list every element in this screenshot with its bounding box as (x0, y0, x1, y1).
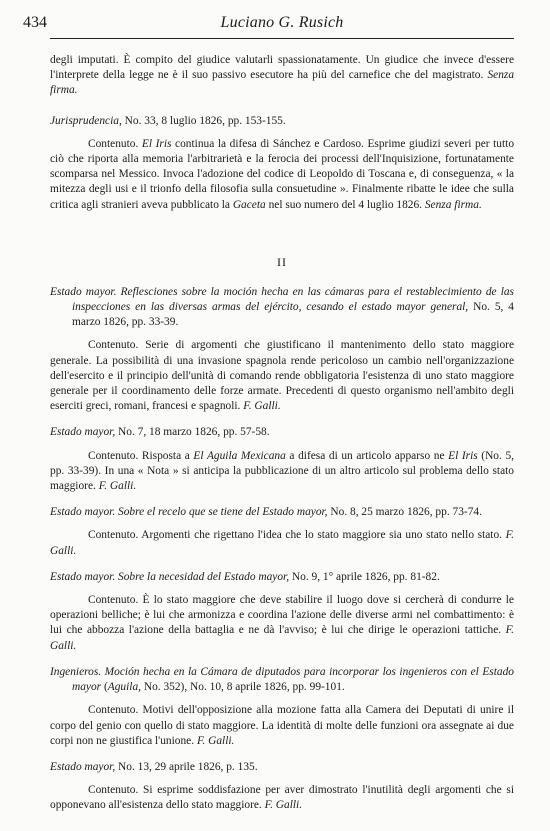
entry-body-2: Contenuto. Risposta a El Aguila Mexicana a difesa di un articolo apparso ne El Iris (No. 5, pp. 33-39). In una « Nota » si anticipa la pubblicazione di un altro articolo sul problema dello stato maggiore. F. Galli. (50, 449, 514, 493)
entry-body-6: Contenuto. Si esprime soddisfazione per aver dimostrato l'inutilità degli argomenti che si opponevano all'esistenza dello stato maggiore. F. Galli. (50, 784, 514, 812)
entry-heading-4: Estado mayor. Sobre la necesidad del Estado mayor, No. 9, 1° aprile 1826, pp. 81-82. (50, 570, 440, 583)
signature: F. Galli. (98, 480, 137, 493)
signature: F. Galli. (243, 400, 281, 413)
entry-heading-5: Ingenieros. Moción hecha en la Cámara de diputados para incorporar los ingenieros con el Estado mayor (Aguila, No. 352), No. 10, 8 aprile 1826, pp. 99-101. (50, 665, 514, 694)
section-numeral: II (277, 254, 287, 269)
signature: F. Galli. (264, 799, 303, 812)
entry-heading-1: Estado mayor. Reflesciones sobre la moción hecha en las cámaras para el restablecimiento de las inspecciones en las diversas armas del ejército, cesando el estado mayor general, No. 5, 4 marzo 1826, pp. 33-39. (50, 285, 514, 329)
signature: F. Galli. (50, 624, 514, 652)
entry-heading-6: Estado mayor, No. 13, 29 aprile 1826, p. 135. (50, 760, 258, 773)
signature: Senza firma. (424, 198, 482, 211)
signature: Senza firma. (50, 69, 515, 97)
intro-paragraph: degli imputati. È compito del giudice valutarli spassionatamente. Un giudice che invece d'essere l'interprete della legge ne è il suo passivo esecutore ha più del carnefice che del magistrato. Senza firma. (50, 54, 515, 97)
page-header (23, 14, 514, 39)
page-number: 434 (23, 14, 47, 31)
entry-heading-2: Estado mayor, No. 7, 18 marzo 1826, pp. 57-58. (50, 426, 270, 439)
entry-heading-3: Estado mayor. Sobre el recelo que se tiene del Estado mayor, No. 8, 25 marzo 1826, pp. 73-74. (50, 506, 482, 519)
entry-body-4: Contenuto. È lo stato maggiore che deve stabilire il luogo dove si cercherà di condurre le operazioni belliche; è lui che armonizza e coordina l'azione delle diverse armi nel combattimento: è lui che abbozza l'azione della battaglia e ne dà l'avviso; è lui che dirige le operazioni tattiche. F. Galli. (50, 594, 514, 652)
signature: F. Galli. (196, 734, 235, 747)
entry-body-5: Contenuto. Motivi dell'opposizione alla mozione fatta alla Camera dei Deputati di unire il corpo del genio con quello di stato maggiore. La identità di molte delle funzioni ora assegnate ai due corpi non ne giustifica l'unione. F. Galli. (50, 704, 514, 747)
entry-body-3: Contenuto. Argomenti che rigettano l'idea che lo stato maggiore sia uno stato nello stato. F. Galli. (50, 529, 514, 557)
entry-body-1: Contenuto. Serie di argomenti che giustificano il mantenimento dello stato maggiore generale. La possibilità di una invasione spagnola rende pericoloso un cambio nell'organizzazione dell'esercito e il principio dell'unità di comando rende obbligatoria l'esistenza di uno stato maggiore generale per il coordinamento delle forze armate. Precedenti di questo organismo nell'ambito degli eserciti greci, romani, francesi e spagnoli. F. Galli. (50, 339, 514, 413)
entry-body-jurisprudencia: Contenuto. El Iris continua la difesa di Sánchez e Cardoso. Esprime giudizi severi per tutto ciò che riporta alla memoria l'arbitrarietà e la ferocia dei processi dell'Inquisizione, fortunatamente scomparsa nel Messico. Invoca l'adozione del codice di Leopoldo di Toscana e, di conseguenza, « la mitezza degli usi e il trionfo della filosofia sulla consuetudine ». Finalmente ribatte le idee che sulla critica agli stranieri aveva pubblicato la Gaceta nel suo numero del 4 luglio 1826. Senza firma. (50, 137, 515, 211)
signature: F. Galli. (50, 529, 514, 557)
book-page (23, 14, 515, 814)
entry-heading-jurisprudencia: Jurisprudencia, No. 33, 8 luglio 1826, pp. 153-155. (50, 114, 286, 127)
running-title: Luciano G. Rusich (220, 14, 344, 31)
